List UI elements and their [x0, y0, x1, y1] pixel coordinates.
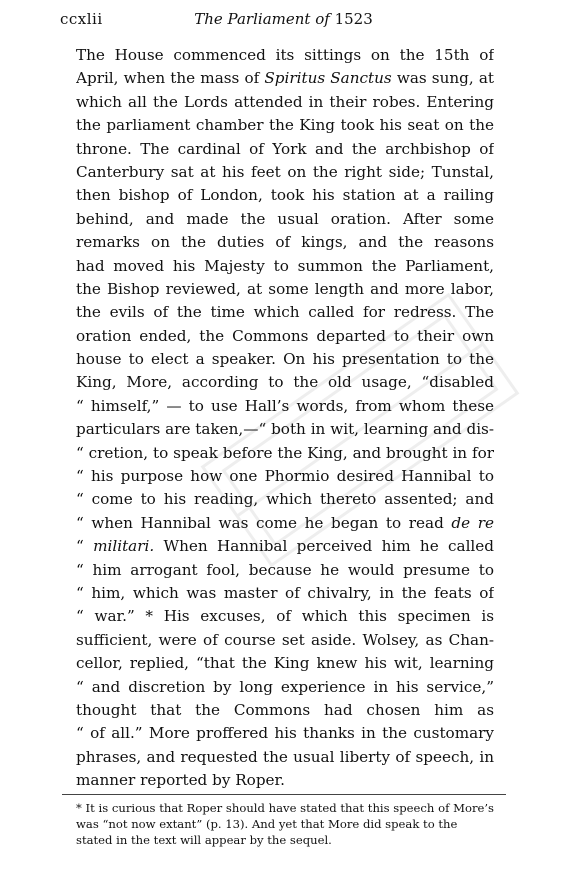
text-line: “ him, which was master of chivalry, in the feats of: [76, 583, 494, 602]
italic-text: militari.: [93, 537, 155, 556]
text-line: “ and discretion by long experience in his service,”: [76, 677, 494, 696]
text-line: particulars are taken,—“ both in wit, learning and dis-: [76, 420, 494, 439]
text-line: phrases, and requested the usual liberty of speech, in: [76, 747, 494, 766]
text-line: The House commenced its sittings on the 15th of: [76, 46, 494, 64]
text-line: “ his purpose how one Phormio desired Hannibal to: [76, 467, 494, 486]
text-line: Canterbury sat at his feet on the right side; Tunstal,: [76, 162, 494, 181]
text-line: “ him arrogant fool, because he would presume to: [76, 560, 494, 579]
running-title-year: 1523: [334, 10, 373, 28]
text-run: April, when the mass of: [76, 69, 265, 88]
text-line: behind, and made the usual oration. After some: [76, 209, 494, 228]
footnote: [76, 800, 494, 848]
footnote-line: was “not now extant” (p. 13). And yet that More did speak to the: [76, 817, 458, 831]
text-line: oration ended, the Commons departed to their own: [76, 326, 494, 345]
running-title: [60, 10, 507, 28]
text-line: throne. The cardinal of York and the archbishop of: [76, 139, 494, 158]
text-line: cellor, replied, “that the King knew his wit, learning: [76, 654, 494, 673]
text-run: When Hannibal perceived him he called: [154, 537, 494, 556]
italic-text: Spiritus Sanctus: [264, 69, 392, 88]
page-folio: ccxlii: [60, 10, 103, 28]
text-line: then bishop of London, took his station at a railing: [76, 186, 494, 205]
text-line: [76, 512, 494, 535]
text-line: King, More, according to the old usage, “disabled: [76, 373, 494, 392]
text-line: remarks on the duties of kings, and the reasons: [76, 233, 494, 252]
text-run: was sung, at: [391, 69, 494, 88]
text-line: [76, 535, 494, 558]
running-header: [60, 10, 507, 32]
footnote-rule: [62, 794, 506, 795]
text-line: manner reported by Roper.: [76, 771, 285, 790]
footnote-line: stated in the text will appear by the sequel.: [76, 833, 332, 847]
text-line: “ of all.” More proffered his thanks in the customary: [76, 724, 494, 743]
italic-text: de re: [451, 513, 494, 532]
text-line: which all the Lords attended in their robes. Entering: [76, 92, 494, 111]
text-line: had moved his Majesty to summon the Parliament,: [76, 256, 494, 275]
text-line: [76, 67, 494, 90]
text-line: thought that the Commons had chosen him as: [76, 700, 494, 719]
text-line: “ come to his reading, which thereto assented; and: [76, 490, 494, 509]
footnote-line: * It is curious that Roper should have stated that this speech of More’s: [76, 801, 494, 815]
text-line: “ cretion, to speak before the King, and brought in for: [76, 443, 494, 462]
main-text: [76, 44, 494, 793]
text-line: the evils of the time which called for redress. The: [76, 303, 494, 322]
text-line: house to elect a speaker. On his presentation to the: [76, 350, 494, 369]
text-run: “: [76, 537, 94, 556]
text-run: “ when Hannibal was come he began to read: [76, 513, 452, 532]
text-line: the Bishop reviewed, at some length and more labor,: [76, 279, 494, 298]
text-line: sufficient, were of course set aside. Wolsey, as Chan-: [76, 630, 494, 649]
text-line: the parliament chamber the King took his seat on the: [76, 116, 494, 135]
text-line: “ himself,” — to use Hall’s words, from whom these: [76, 396, 494, 415]
text-line: “ war.” * His excuses, of which this specimen is: [76, 607, 494, 626]
running-title-text: The Parliament of: [194, 10, 330, 28]
